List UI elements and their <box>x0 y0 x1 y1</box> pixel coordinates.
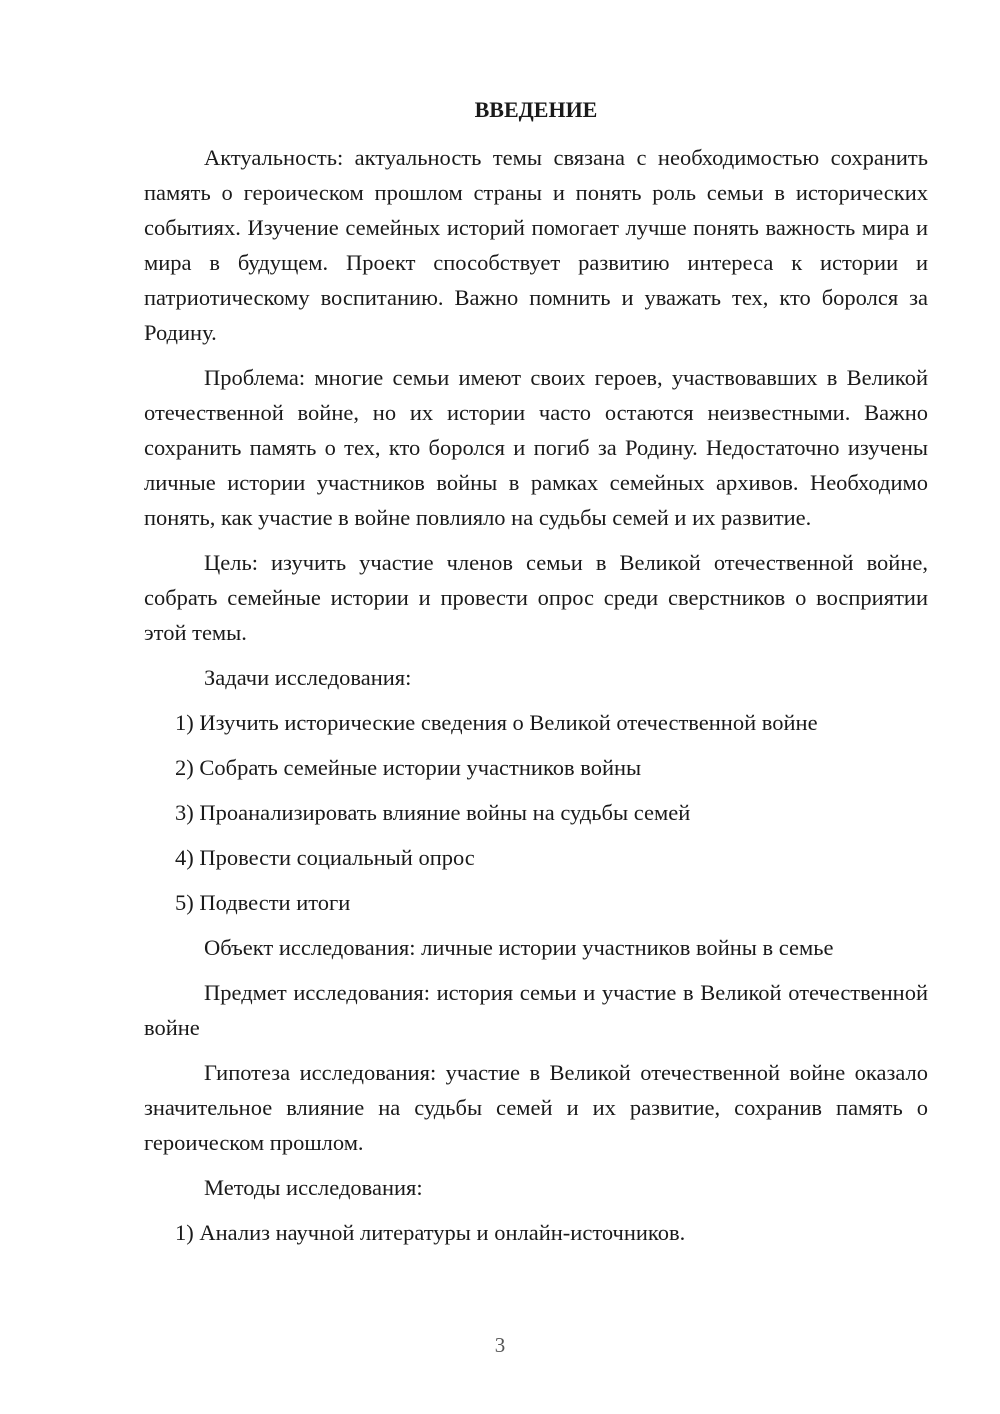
problem-paragraph: Проблема: многие семьи имеют своих героев, участвовавших в Великой отечественной войне, но их истории часто остаются неизвестными. Важно сохранить память о тех, кто боролся и погиб за Родину. Недостаточно изучены личные истории участников войны в рамках семейных архивов. Необходимо понять, как участие в войне повлияло на судьбы семей и их развитие. <box>144 365 928 530</box>
tasks-heading: Задачи исследования: <box>204 665 412 690</box>
hypothesis-paragraph: Гипотеза исследования: участие в Великой отечественной войне оказало значительное влияние на судьбы семей и их развитие, сохранив память о героическом прошлом. <box>144 1060 928 1155</box>
object-paragraph: Объект исследования: личные истории участников войны в семье <box>204 935 834 960</box>
page-content <box>144 92 928 1260</box>
task-item-4: 4) Провести социальный опрос <box>175 845 475 870</box>
goal-paragraph: Цель: изучить участие членов семьи в Великой отечественной войне, собрать семейные истории и провести опрос среди сверстников о восприятии этой темы. <box>144 550 928 645</box>
task-item-3: 3) Проанализировать влияние войны на судьбы семей <box>175 800 691 825</box>
section-title: ВВЕДЕНИЕ <box>474 97 598 122</box>
page-number: 3 <box>494 1333 506 1357</box>
relevance-paragraph: Актуальность: актуальность темы связана с необходимостью сохранить память о героическом прошлом страны и понять роль семьи в исторических событиях. Изучение семейных историй помогает лучше понять важность мира и мира в будущем. Проект способствует развитию интереса к истории и патриотическому воспитанию. Важно помнить и уважать тех, кто боролся за Родину. <box>144 145 928 345</box>
method-item-1: 1) Анализ научной литературы и онлайн-источников. <box>175 1220 686 1245</box>
methods-list <box>144 1215 928 1250</box>
methods-heading: Методы исследования: <box>204 1175 423 1200</box>
task-item-2: 2) Собрать семейные истории участников войны <box>175 755 642 780</box>
tasks-list <box>144 705 928 920</box>
task-item-5: 5) Подвести итоги <box>175 890 351 915</box>
subject-paragraph: Предмет исследования: история семьи и участие в Великой отечественной войне <box>144 980 928 1040</box>
task-item-1: 1) Изучить исторические сведения о Великой отечественной войне <box>175 710 818 735</box>
